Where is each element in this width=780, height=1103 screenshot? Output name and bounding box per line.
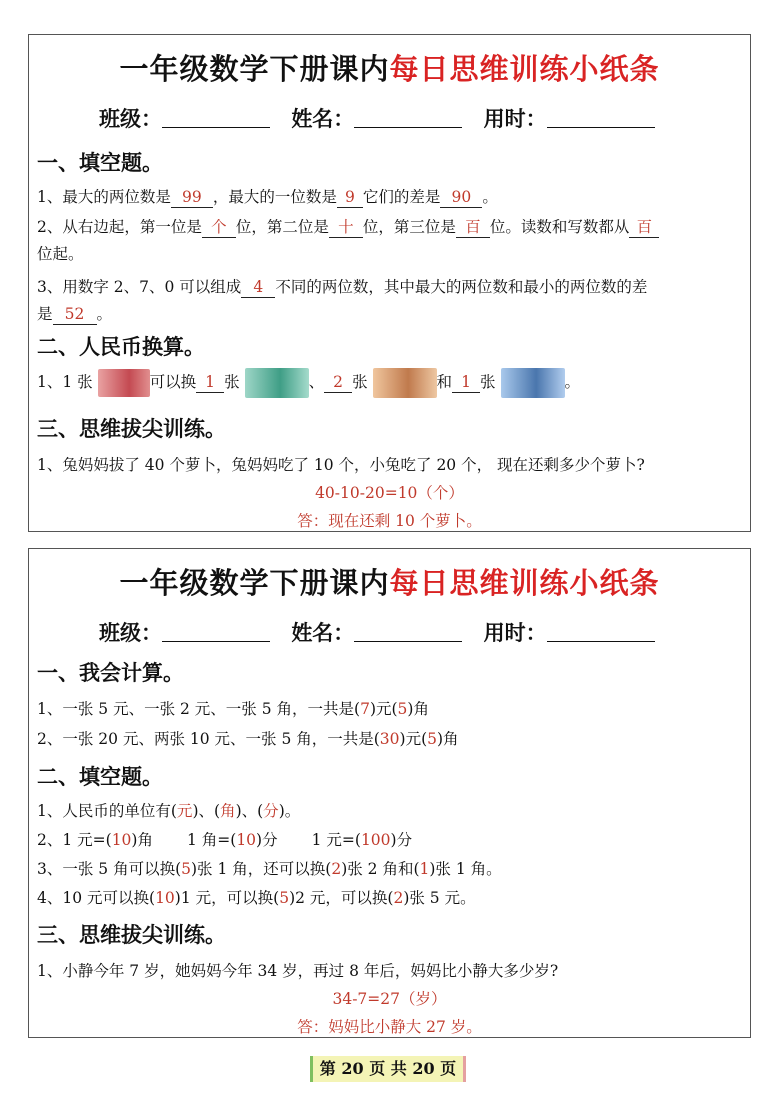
time-label: 用时： (483, 621, 547, 645)
q1-answer-2: 9 (337, 189, 363, 208)
card-title (29, 47, 750, 88)
question-1 (37, 185, 498, 208)
class-label: 班级： (99, 621, 162, 645)
f1-text-c: )、( (192, 802, 221, 820)
fill-question-4 (37, 886, 476, 908)
student-info-row (99, 617, 669, 647)
title-red: 每日思维训练小纸条 (389, 566, 660, 600)
f3-text-e: )张 1 角。 (429, 860, 502, 878)
title-black: 一年级数学下册课内 (119, 52, 390, 86)
question-4-equation: 40-10-20=10（个） (315, 484, 464, 502)
class-blank[interactable] (162, 621, 270, 642)
question-2 (37, 215, 659, 238)
banknote-50-icon (245, 368, 309, 398)
question-3 (37, 275, 647, 298)
f1-answer-2: 角 (220, 802, 236, 820)
q3-text-d: 是 (37, 305, 53, 323)
money-question (37, 365, 580, 399)
fill-question-2 (37, 828, 412, 850)
f1-answer-3: 分 (263, 802, 279, 820)
q2-text-e: 位。读数和写数都从 (489, 218, 630, 236)
q3-text-c: 不同的两位数，其中最大的两位数和最小的两位数的差 (275, 278, 648, 296)
class-label: 班级： (99, 107, 162, 131)
f2-text-d: 1 角=( (186, 831, 237, 849)
section-heading-3: 三、思维拔尖训练。 (37, 923, 226, 947)
name-label: 姓名： (291, 107, 355, 131)
q1-text-c: ，最大的一位数是 (212, 188, 337, 206)
f4-text-c: )1 元，可以换( (174, 889, 280, 907)
money-answer-3: 1 (452, 374, 480, 393)
q1-text-a: 1、最大的两位数是 (37, 188, 171, 206)
banknote-10-icon (501, 368, 565, 398)
f1-answer-1: 元 (176, 802, 193, 820)
banknote-20-icon (373, 368, 437, 398)
banknote-100-icon (98, 369, 150, 397)
question-2-cont: 位起。 (37, 245, 84, 263)
q1-text-e: 。 (482, 188, 498, 206)
f4-text-e: )张 5 元。 (403, 889, 476, 907)
money-text-d: 张 (352, 373, 368, 391)
f4-text-a: 4、10 元可以换( (37, 889, 156, 907)
f2-answer-1: 10 (111, 831, 132, 849)
section-heading-1: 一、填空题。 (37, 151, 163, 175)
f4-answer-1: 10 (155, 889, 175, 907)
calc-question-2 (37, 727, 459, 749)
f4-answer-3: 2 (393, 889, 404, 907)
student-info-row (99, 103, 669, 133)
time-blank[interactable] (547, 107, 655, 128)
section-heading-2: 二、填空题。 (37, 765, 163, 789)
f1-text-e: )。 (278, 802, 301, 820)
class-blank[interactable] (162, 107, 270, 128)
c2-text-a: 2、一张 20 元、两张 10 元、一张 5 角，一共是( (37, 730, 380, 748)
money-text-c: 张 (224, 373, 240, 391)
money-text-a: 1、1 张 (37, 373, 93, 391)
thinking-equation: 34-7=27（岁） (332, 990, 447, 1008)
q2-answer-2: 十 (329, 219, 363, 238)
f2-text-g: )分 (390, 831, 413, 849)
section-heading-2: 二、人民币换算。 (37, 335, 205, 359)
f2-text-a: 2、1 元=( (37, 831, 112, 849)
money-answer-2: 2 (324, 374, 352, 393)
c1-text-c: )元( (369, 700, 398, 718)
question-3-cont (37, 302, 112, 325)
money-text-f: 张 (480, 373, 496, 391)
question-4: 1、兔妈妈拔了 40 个萝卜，兔妈妈吃了 10 个，小兔吃了 20 个， 现在还剩多少个萝卜? (37, 456, 645, 474)
worksheet-card-1 (28, 34, 751, 532)
money-text-g: 。 (564, 373, 581, 391)
f4-answer-2: 5 (279, 889, 290, 907)
fill-question-1 (37, 799, 300, 821)
f3-answer-3: 1 (419, 860, 430, 878)
money-text-b: 可以换 (149, 373, 197, 391)
f2-text-e: )分 (256, 831, 278, 849)
q2-text-a: 2、从右边起，第一位是 (37, 218, 202, 236)
money-text-e: 和 (436, 373, 453, 391)
q2-answer-1: 个 (202, 219, 236, 238)
q3-text-a: 3、用数字 2、7、0 可以组成 (37, 278, 242, 296)
section-heading-3: 三、思维拔尖训练。 (37, 417, 226, 441)
q1-text-d: 它们的差是 (362, 188, 441, 206)
q3-answer-2: 52 (53, 306, 97, 325)
money-answer-1: 1 (196, 374, 224, 393)
c2-text-c: )元( (399, 730, 428, 748)
calc-question-1 (37, 697, 429, 719)
q2-text-c: 位，第二位是 (235, 218, 329, 236)
f1-text-a: 1、人民币的单位有( (37, 802, 177, 820)
q3-answer-1: 4 (241, 279, 275, 298)
f3-answer-2: 2 (331, 860, 342, 878)
title-black: 一年级数学下册课内 (119, 566, 390, 600)
thinking-question: 1、小静今年 7 岁，她妈妈今年 34 岁，再过 8 年后，妈妈比小静大多少岁? (37, 962, 559, 980)
page-number: 第 20 页 共 20 页 (313, 1056, 463, 1082)
c2-text-d: )角 (437, 730, 459, 748)
c2-answer-1: 30 (379, 730, 400, 748)
f3-text-c: )张 1 角，还可以换( (191, 860, 332, 878)
c1-answer-1: 7 (360, 700, 370, 718)
time-blank[interactable] (547, 621, 655, 642)
f2-text-f: 1 元=( (311, 831, 361, 849)
c2-answer-2: 5 (427, 730, 437, 748)
name-label: 姓名： (291, 621, 355, 645)
name-blank[interactable] (354, 621, 462, 642)
question-4-answer: 答：现在还剩 10 个萝卜。 (297, 512, 482, 530)
c1-answer-2: 5 (397, 700, 408, 718)
name-blank[interactable] (354, 107, 462, 128)
q1-answer-1: 99 (171, 189, 213, 208)
f2-answer-2: 10 (236, 831, 257, 849)
f3-text-a: 3、一张 5 角可以换( (37, 860, 182, 878)
c1-text-d: )角 (407, 700, 429, 718)
money-sep: 、 (308, 373, 325, 391)
c1-text-a: 1、一张 5 元、一张 2 元、一张 5 角，一共是( (37, 700, 361, 718)
f2-answer-3: 100 (360, 831, 391, 849)
f1-text-d: )、( (235, 802, 264, 820)
f4-text-d: )2 元，可以换( (289, 889, 394, 907)
f3-answer-1: 5 (181, 860, 191, 878)
q2-answer-4: 百 (629, 219, 659, 238)
q3-text-e: 。 (96, 305, 113, 323)
q2-text-d: 位，第三位是 (362, 218, 456, 236)
f2-text-c: )角 (131, 831, 153, 849)
title-red: 每日思维训练小纸条 (389, 52, 660, 86)
q1-answer-3: 90 (440, 189, 482, 208)
section-heading-1: 一、我会计算。 (37, 661, 184, 685)
fill-question-3 (37, 857, 502, 879)
worksheet-card-2 (28, 548, 751, 1038)
card-title (29, 561, 750, 602)
time-label: 用时： (483, 107, 547, 131)
q2-answer-3: 百 (456, 219, 490, 238)
thinking-answer: 答：妈妈比小静大 27 岁。 (297, 1018, 482, 1036)
f3-text-d: )张 2 角和( (341, 860, 420, 878)
